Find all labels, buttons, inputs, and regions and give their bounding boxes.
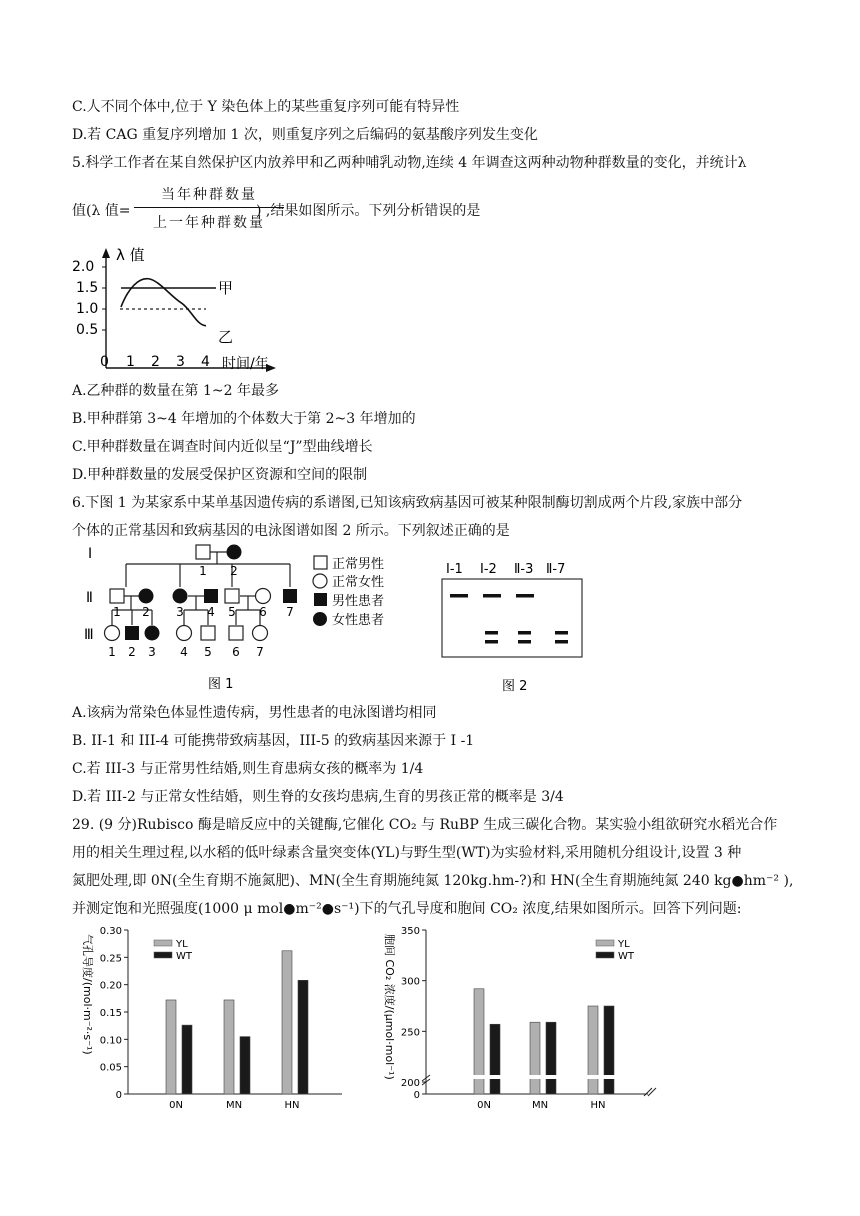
legend-normal-female-icon <box>313 574 327 588</box>
bar-ytick-label: 300 <box>400 976 420 988</box>
lambda-ytick: 0.5 <box>76 322 99 338</box>
svg-text:6: 6 <box>232 645 240 659</box>
legend-label: 男性患者 <box>332 594 385 609</box>
band-II3-lower1 <box>518 631 531 635</box>
legend-label-yl: YL <box>176 939 188 950</box>
bar-wt-hn <box>604 1006 614 1094</box>
legend-swatch-wt <box>596 952 614 958</box>
bar-ytick-label: 0.30 <box>99 926 122 937</box>
lambda-xtick: 3 <box>176 354 185 370</box>
q5-option-c: C.甲种群数量在调查时间内近似呈“J”型曲线增长 <box>72 439 373 455</box>
svg-text:7: 7 <box>256 645 264 659</box>
q5-option-a: A.乙种群的数量在第 1~2 年最多 <box>72 383 280 399</box>
bar-category-label: HN <box>284 1100 300 1111</box>
q29-stem-line4: 并测定饱和光照强度(1000 μ mol●m⁻²●s⁻¹)下的气孔导度和胞间 CO₂ 浓度,结果如图所示。回答下列问题: <box>72 901 742 917</box>
band-II7-lower1 <box>555 631 568 635</box>
svg-text:2: 2 <box>230 564 238 578</box>
lambda-y-arrow <box>102 248 110 258</box>
bar-ytick-label: 0.25 <box>99 953 122 965</box>
gel-frame <box>442 579 582 657</box>
q5-stem-suffix: ) ,结果如图所示。下列分析错误的是 <box>256 203 481 219</box>
q29-stem-line2: 用的相关生理过程,以水稻的低叶绿素含量突变体(YL)与野生型(WT)为实验材料,采用随机分组设计,设置 3 种 <box>72 845 742 861</box>
band-II3-top <box>516 594 534 598</box>
lambda-xtick: 0 <box>100 354 109 370</box>
band-I1-top <box>450 594 468 598</box>
figure1-caption: 图 1 <box>208 677 234 692</box>
individual-II-4 <box>204 589 218 603</box>
stomatal-conductance-chart <box>72 922 372 1132</box>
lane-label: Ⅱ-3 <box>514 562 534 577</box>
legend-affected-female-icon <box>313 612 327 626</box>
electrophoresis-figure <box>436 556 596 696</box>
series-yi-curve <box>121 279 206 326</box>
bar-yl-hn <box>282 951 292 1094</box>
bar-ytick-label: 250 <box>400 1027 420 1039</box>
band-I2-lower1 <box>485 631 498 635</box>
individual-II-6 <box>256 589 271 604</box>
lane-label: Ⅰ-1 <box>446 562 463 577</box>
axis-break-gap <box>529 1075 541 1079</box>
q4-option-d: D.若 CAG 重复序列增加 1 次，则重复序列之后编码的氨基酸序列发生变化 <box>72 127 538 143</box>
svg-text:2: 2 <box>128 645 136 659</box>
svg-text:7: 7 <box>286 605 294 619</box>
bar-category-label: HN <box>590 1100 606 1111</box>
individual-III-7 <box>253 626 268 641</box>
bar-ytick-label: 0.15 <box>99 1008 122 1019</box>
bar-ytick-label: 0 <box>115 1090 122 1101</box>
bar-ytick-label: 200 <box>400 1078 420 1089</box>
svg-text:5: 5 <box>228 605 236 619</box>
axis-break-gap <box>603 1075 615 1079</box>
bar-wt-mn <box>240 1037 250 1094</box>
q6-option-c: C.若 III-3 与正常男性结婚,则生育患病女孩的概率为 1/4 <box>72 761 424 777</box>
band-I2-top <box>483 594 501 598</box>
lambda-ytick: 1.0 <box>76 301 99 317</box>
legend-swatch-wt <box>154 952 172 958</box>
individual-III-1 <box>105 626 120 641</box>
legend-swatch-yl <box>596 940 614 946</box>
q29-stem-line3: 氮肥处理,即 0N(全生育期不施氮肥)、MN(全生育期施纯氮 120kg.hm-?)和 HN(全生育期施纯氮 240 kg●hm⁻² ), <box>72 873 794 889</box>
individual-III-3 <box>145 626 160 641</box>
bar-ytick-label: 0.10 <box>99 1035 122 1047</box>
individual-III-2 <box>125 626 139 640</box>
gen-label: Ⅰ <box>88 546 93 562</box>
bar-yl-mn <box>224 1000 234 1094</box>
legend-label: 正常男性 <box>332 557 385 572</box>
lambda-chart <box>72 240 302 382</box>
bar-y-label: 气孔导度/(mol·m⁻²·s⁻¹) <box>81 934 94 1055</box>
bar-yl-mn <box>530 1022 540 1094</box>
band-II3-lower2 <box>518 640 531 644</box>
x-axis-break-mark <box>644 1088 656 1096</box>
lambda-y-label: λ 值 <box>116 246 145 264</box>
intercellular-co2-chart <box>380 922 680 1132</box>
bar-ytick-label: 0.20 <box>99 980 122 992</box>
individual-III-5 <box>201 626 215 640</box>
bar-category-label: 0N <box>169 1100 183 1111</box>
q29-stem-line1: 29. (9 分)Rubisco 酶是暗反应中的关键酶,它催化 CO₂ 与 RuBP 生成三碳化合物。某实验小组欲研究水稻光合作 <box>72 817 778 833</box>
legend-label-wt: WT <box>618 951 634 962</box>
bar-wt-mn <box>546 1022 556 1094</box>
bar-category-label: MN <box>225 1100 243 1111</box>
legend-affected-male-icon <box>314 593 327 606</box>
fraction-numerator: 当年种群数量 <box>161 187 257 203</box>
gen-label: Ⅱ <box>86 590 93 606</box>
q5-option-d: D.甲种群数量的发展受保护区资源和空间的限制 <box>72 467 368 483</box>
bar-wt-0n <box>182 1025 192 1094</box>
q6-option-d: D.若 III-2 与正常女性结婚，则生脊的女孩均患病,生育的男孩正常的概率是 3/4 <box>72 789 564 805</box>
lambda-series-group <box>120 279 216 326</box>
fraction-denominator: 上一年种群数量 <box>153 215 265 231</box>
individual-II-5 <box>225 589 239 603</box>
series-label-yi: 乙 <box>218 328 234 346</box>
bar-ytick-label: 0 <box>413 1090 420 1101</box>
bar-y-label: 胞间 CO₂ 浓度/(μmol·mol⁻¹) <box>383 934 396 1080</box>
individual-II-7 <box>283 589 297 603</box>
lane-label: Ⅱ-7 <box>546 562 566 577</box>
band-I2-lower2 <box>485 640 498 644</box>
band-II7-lower2 <box>555 640 568 644</box>
q4-option-c: C.人不同个体中,位于 Y 染色体上的某些重复序列可能有特异性 <box>72 99 460 115</box>
individual-III-6 <box>229 626 243 640</box>
q6-stem-line2: 个体的正常基因和致病基因的电泳图谱如图 2 所示。下列叙述正确的是 <box>72 523 510 539</box>
bar-category-label: MN <box>531 1100 549 1111</box>
legend-label: 正常女性 <box>332 575 385 590</box>
axis-break-gap <box>489 1075 501 1079</box>
q5-stem-line1: 5.科学工作者在某自然保护区内放养甲和乙两种哺乳动物,连续 4 年调查这两种动物种群数量的变化，并统计λ <box>72 155 747 171</box>
bar-category-label: 0N <box>477 1100 491 1111</box>
series-label-jia: 甲 <box>218 279 234 297</box>
figure2-caption: 图 2 <box>502 679 528 694</box>
svg-text:6: 6 <box>259 605 267 619</box>
gen-label: Ⅲ <box>84 627 94 643</box>
legend-label-yl: YL <box>618 939 630 950</box>
svg-text:2: 2 <box>142 605 150 619</box>
q6-option-b: B. II-1 和 III-4 可能携带致病基因，III-5 的致病基因来源于 I -1 <box>72 733 475 749</box>
svg-text:1: 1 <box>108 645 116 659</box>
lane-label: Ⅰ-2 <box>480 562 497 577</box>
q6-option-a: A.该病为常染色体显性遗传病，男性患者的电泳图谱均相同 <box>72 705 437 721</box>
svg-text:1: 1 <box>113 605 121 619</box>
svg-text:1: 1 <box>199 564 207 578</box>
pedigree-figure <box>80 542 400 697</box>
svg-text:3: 3 <box>176 605 184 619</box>
bar-wt-hn <box>298 980 308 1094</box>
lambda-xtick: 1 <box>126 354 135 370</box>
lambda-ytick: 1.5 <box>76 280 99 296</box>
individual-II-1 <box>110 589 124 603</box>
svg-text:4: 4 <box>180 645 188 659</box>
q6-stem-line1: 6.下图 1 为某家系中某单基因遗传病的系谱图,已知该病致病基因可被某种限制酶切割成两个片段,家族中部分 <box>72 495 743 511</box>
legend-normal-male-icon <box>314 556 327 569</box>
bar-yl-0n <box>166 1000 176 1094</box>
individual-II-3 <box>173 589 188 604</box>
individual-I-1 <box>196 545 210 559</box>
axis-break-gap <box>473 1075 485 1079</box>
lambda-xtick: 2 <box>151 354 160 370</box>
legend-label-wt: WT <box>176 951 192 962</box>
bar-ytick-label: 350 <box>400 926 420 937</box>
lambda-x-label: 时间/年 <box>222 356 269 372</box>
bar-wt-0n <box>490 1024 500 1094</box>
individual-II-2 <box>139 589 154 604</box>
q5-stem-prefix: 值(λ 值= <box>72 203 131 219</box>
lambda-xtick: 4 <box>201 354 210 370</box>
svg-text:5: 5 <box>204 645 212 659</box>
individual-I-2 <box>227 545 242 560</box>
axis-break-gap <box>545 1075 557 1079</box>
legend-label: 女性患者 <box>332 613 385 628</box>
bar-yl-hn <box>588 1006 598 1094</box>
individual-III-4 <box>177 626 192 641</box>
lambda-ytick: 2.0 <box>72 259 95 275</box>
svg-text:3: 3 <box>148 645 156 659</box>
bar-ytick-label: 0.05 <box>99 1062 122 1074</box>
q5-option-b: B.甲种群第 3~4 年增加的个体数大于第 2~3 年增加的 <box>72 411 416 427</box>
axis-break-gap <box>587 1075 599 1079</box>
legend-swatch-yl <box>154 940 172 946</box>
svg-text:4: 4 <box>207 605 215 619</box>
